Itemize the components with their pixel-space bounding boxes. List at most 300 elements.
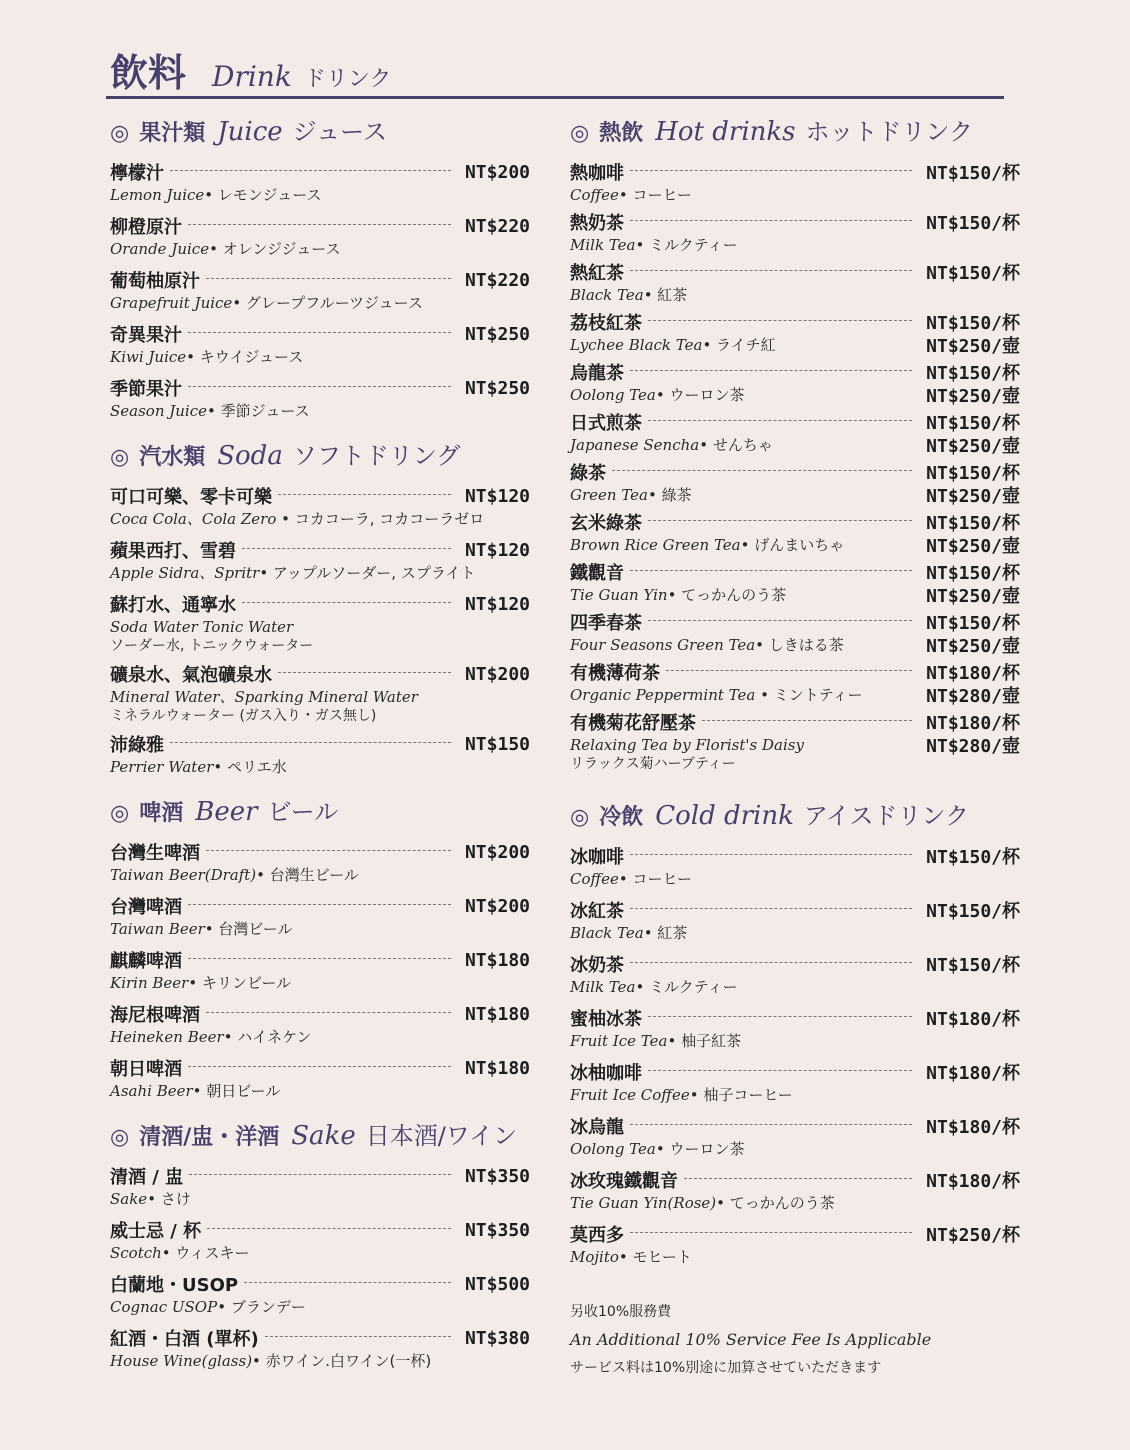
item-subtitle — [570, 284, 1020, 306]
menu-item — [110, 322, 530, 368]
item-price: NT$180/杯 — [926, 713, 1020, 734]
item-subtitle — [110, 400, 530, 422]
section-title-en: Cold drink — [655, 801, 794, 831]
item-name-en: Black Tea — [570, 286, 644, 304]
item-price: NT$250/杯 — [926, 1225, 1020, 1246]
menu-item-row — [110, 484, 530, 508]
item-name-jp: • 紅茶 — [643, 286, 688, 304]
menu-item — [570, 260, 1020, 306]
menu-item-row — [570, 1006, 1020, 1030]
item-name-zh: 蘇打水、通寧水 — [110, 595, 236, 616]
item-name-en: Milk Tea — [570, 978, 636, 996]
item-name-jp: • てっかんのう茶 — [716, 1194, 835, 1212]
menu-item — [110, 592, 530, 654]
item-subtitle — [110, 972, 530, 994]
dotted-leader — [188, 332, 451, 333]
section-title-jp: ビール — [267, 798, 339, 826]
item-name-jp: • ライチ紅 — [702, 336, 776, 354]
item-price-pot: NT$250/壺 — [926, 586, 1020, 607]
item-name-jp: • 台灣生ビール — [256, 866, 359, 884]
menu-item-row — [570, 952, 1020, 976]
menu-item-row — [570, 310, 1020, 334]
item-price: NT$200 — [464, 161, 530, 183]
item-subtitle — [110, 508, 530, 530]
service-fee-jp: サービス料は10%別途に加算させていただきます — [570, 1360, 882, 1376]
item-name-zh: 蘋果西打、雪碧 — [110, 541, 236, 562]
menu-item-row — [110, 160, 530, 184]
item-name-en: Kiwi Juice — [110, 348, 187, 366]
item-name-jp: • ミントティー — [755, 686, 863, 704]
dotted-leader — [630, 1232, 912, 1233]
section-title-zh: 汽水類 — [139, 445, 206, 470]
item-price: NT$150/杯 — [926, 413, 1020, 434]
section-heading — [110, 436, 530, 472]
dotted-leader — [188, 1066, 451, 1067]
menu-item — [110, 1056, 530, 1102]
section-heading — [570, 796, 1020, 832]
item-name-zh: 有機薄荷茶 — [570, 663, 660, 684]
item-price: NT$200 — [464, 841, 530, 863]
item-price-pot: NT$250/壺 — [926, 486, 1020, 507]
item-name-en: Fruit Ice Tea — [570, 1032, 668, 1050]
menu-column-left — [110, 112, 530, 1380]
menu-item-row — [570, 160, 1020, 184]
menu-item — [570, 660, 1020, 706]
item-name-zh: 熱紅茶 — [570, 263, 624, 284]
dotted-leader — [206, 1012, 451, 1013]
item-name-jp: • キウイジュース — [186, 348, 304, 366]
section-title-zh: 果汁類 — [139, 121, 206, 146]
menu-item — [110, 894, 530, 940]
item-name-en: Taiwan Beer(Draft) — [110, 866, 257, 884]
item-name-zh: 荔枝紅茶 — [570, 313, 642, 334]
item-name-zh: 冰咖啡 — [570, 847, 624, 868]
item-name-en: Kirin Beer — [110, 974, 189, 992]
item-price: NT$150/杯 — [926, 955, 1020, 976]
item-price: NT$180 — [464, 949, 530, 971]
item-subtitle — [110, 918, 530, 940]
item-name-en: Black Tea — [570, 924, 644, 942]
dotted-leader — [666, 670, 912, 671]
item-price: NT$380 — [464, 1327, 530, 1349]
section-title-en: Juice — [217, 117, 283, 147]
menu-item-row — [570, 1168, 1020, 1192]
menu-item — [110, 1002, 530, 1048]
item-name-zh: 烏龍茶 — [570, 363, 624, 384]
menu-item-row — [110, 732, 530, 756]
menu-item — [570, 160, 1020, 206]
item-name-jp: • キリンビール — [188, 974, 292, 992]
item-name-en: Mojito — [570, 1248, 619, 1266]
item-name-en: Lemon Juice — [110, 186, 205, 204]
menu-item-row — [570, 1222, 1020, 1246]
menu-item — [110, 840, 530, 886]
menu-section — [110, 1116, 530, 1372]
item-name-zh: 蜜柚冰茶 — [570, 1009, 642, 1030]
dotted-leader — [648, 320, 912, 321]
item-name-en: Heineken Beer — [110, 1028, 224, 1046]
item-name-zh: 威士忌 / 杯 — [110, 1221, 202, 1242]
item-name-jp: • 朝日ビール — [192, 1082, 281, 1100]
section-bullet-icon: ◎ — [110, 445, 130, 470]
menu-item-row — [110, 1218, 530, 1242]
item-name-jp: • ブランデー — [217, 1298, 306, 1316]
menu-item — [570, 360, 1020, 406]
dotted-leader — [684, 1178, 912, 1179]
menu-item — [110, 160, 530, 206]
item-subtitle — [570, 1138, 1020, 1160]
item-price: NT$150/杯 — [926, 563, 1020, 584]
menu-item — [110, 538, 530, 584]
item-name-zh: 柳橙原汁 — [110, 217, 182, 238]
item-name-jp: • コーヒー — [618, 186, 692, 204]
dotted-leader — [630, 962, 912, 963]
item-name-zh: 鐵觀音 — [570, 563, 624, 584]
item-subtitle — [110, 1242, 530, 1264]
item-price: NT$180/杯 — [926, 663, 1020, 684]
item-name-zh: 檸檬汁 — [110, 163, 164, 184]
menu-item — [110, 1164, 530, 1210]
item-name-jp: • てっかんのう茶 — [667, 586, 787, 604]
item-name-zh: 冰紅茶 — [570, 901, 624, 922]
item-price: NT$220 — [464, 269, 530, 291]
dotted-leader — [265, 1336, 451, 1337]
dotted-leader — [170, 742, 451, 743]
item-name-en: Japanese Sencha — [570, 436, 700, 454]
item-name-jp: • コーヒー — [618, 870, 692, 888]
section-title-jp: ジュース — [292, 118, 387, 146]
item-name-jp: • ウーロン茶 — [655, 1140, 745, 1158]
item-name-zh: 白蘭地・USOP — [110, 1275, 239, 1296]
page-title-en: Drink — [212, 60, 292, 93]
item-price: NT$150/杯 — [926, 901, 1020, 922]
menu-item-row — [110, 1326, 530, 1350]
dotted-leader — [278, 672, 451, 673]
item-name-jp: • 台灣ビール — [204, 920, 293, 938]
menu-item-row — [570, 460, 1020, 484]
item-name-zh: 綠茶 — [570, 463, 606, 484]
menu-item-row — [110, 1164, 530, 1188]
item-price: NT$250 — [464, 323, 530, 345]
item-price: NT$150/杯 — [926, 163, 1020, 184]
menu-section — [110, 112, 530, 422]
section-title-en: Beer — [195, 797, 258, 827]
menu-item-row — [570, 410, 1020, 434]
item-name-jp-line2: ミネラルウォーター (ガス入り・ガス無し) — [110, 708, 377, 724]
item-name-en: Oolong Tea — [570, 1140, 656, 1158]
menu-item-row — [110, 214, 530, 238]
section-title-en: Sake — [291, 1121, 356, 1151]
item-price: NT$180/杯 — [926, 1171, 1020, 1192]
item-name-zh: 冰奶茶 — [570, 955, 624, 976]
section-title-en: Hot drinks — [655, 117, 796, 147]
item-price: NT$350 — [464, 1165, 530, 1187]
menu-item — [570, 510, 1020, 556]
title-divider — [106, 96, 1004, 99]
section-title-jp: 日本酒/ワイン — [365, 1122, 518, 1150]
item-price-pot: NT$250/壺 — [926, 336, 1020, 357]
item-price: NT$150 — [464, 733, 530, 755]
service-fee-note — [570, 1298, 1020, 1382]
menu-item — [570, 310, 1020, 356]
page-title-jp: ドリンク — [303, 67, 392, 92]
item-name-en: Cognac USOP — [110, 1298, 218, 1316]
menu-item-row — [570, 1114, 1020, 1138]
item-name-zh: 沛綠雅 — [110, 735, 164, 756]
dotted-leader — [170, 170, 451, 171]
menu-item-row — [570, 610, 1020, 634]
item-subtitle — [570, 976, 1020, 998]
menu-item — [110, 732, 530, 778]
item-price: NT$200 — [464, 663, 530, 685]
item-subtitle — [110, 756, 530, 778]
menu-item-row — [110, 840, 530, 864]
menu-item-row — [570, 898, 1020, 922]
item-price-pot: NT$280/壺 — [926, 686, 1020, 707]
item-price: NT$150/杯 — [926, 463, 1020, 484]
menu-section — [110, 792, 530, 1102]
section-title-zh: 冷飲 — [599, 805, 644, 830]
item-subtitle — [110, 292, 530, 314]
section-title-zh: 清酒/盅・洋酒 — [139, 1125, 280, 1150]
item-name-zh: 四季春茶 — [570, 613, 642, 634]
item-name-zh: 台灣啤酒 — [110, 897, 182, 918]
item-name-jp: • 柚子コーヒー — [689, 1086, 793, 1104]
item-name-jp: • 綠茶 — [648, 486, 692, 504]
menu-section — [110, 436, 530, 778]
dotted-leader — [630, 370, 912, 371]
menu-item-row — [570, 660, 1020, 684]
item-subtitle — [110, 864, 530, 886]
item-name-jp: • グレープフルーツジュース — [232, 294, 423, 312]
item-subtitle — [570, 184, 1020, 206]
item-name-zh: 朝日啤酒 — [110, 1059, 182, 1080]
section-title-zh: 熱飲 — [599, 121, 644, 146]
dotted-leader — [612, 470, 912, 471]
dotted-leader — [648, 420, 912, 421]
menu-item — [570, 844, 1020, 890]
menu-section — [570, 796, 1020, 1268]
menu-item — [110, 268, 530, 314]
item-price-pot: NT$280/壺 — [926, 736, 1020, 757]
item-name-en: Organic Peppermint Tea — [570, 686, 756, 704]
section-heading — [110, 792, 530, 828]
item-subtitle — [110, 1026, 530, 1048]
menu-item-row — [110, 268, 530, 292]
item-name-zh: 玄米綠茶 — [570, 513, 642, 534]
menu-item — [110, 484, 530, 530]
item-price-pot: NT$250/壺 — [926, 436, 1020, 457]
item-name-en: Milk Tea — [570, 236, 636, 254]
item-price: NT$150/杯 — [926, 513, 1020, 534]
item-name-en: Grapefruit Juice — [110, 294, 233, 312]
item-name-en: Asahi Beer — [110, 1082, 193, 1100]
item-name-zh: 可口可樂、零卡可樂 — [110, 487, 272, 508]
item-subtitle — [110, 184, 530, 206]
item-name-zh: 礦泉水、氣泡礦泉水 — [110, 665, 272, 686]
menu-item-row — [570, 560, 1020, 584]
menu-item — [570, 952, 1020, 998]
menu-item — [110, 1272, 530, 1318]
item-price: NT$180 — [464, 1057, 530, 1079]
menu-item-row — [110, 376, 530, 400]
menu-item-row — [110, 538, 530, 562]
dotted-leader — [242, 548, 451, 549]
dotted-leader — [206, 850, 451, 851]
menu-item-row — [110, 1002, 530, 1026]
item-price: NT$500 — [464, 1273, 530, 1295]
item-name-jp: • アップルソーダー, スプライト — [259, 564, 476, 582]
item-name-zh: 日式煎茶 — [570, 413, 642, 434]
item-name-zh: 冰玫瑰鐵觀音 — [570, 1171, 678, 1192]
menu-item — [570, 710, 1020, 772]
section-title-jp: アイスドリンク — [803, 802, 970, 830]
menu-item — [570, 460, 1020, 506]
menu-item — [110, 662, 530, 724]
item-price: NT$120 — [464, 539, 530, 561]
service-fee-zh: 另收10%服務費 — [570, 1304, 672, 1320]
item-name-jp: • オレンジジュース — [209, 240, 341, 258]
item-name-zh: 台灣生啤酒 — [110, 843, 200, 864]
item-name-zh: 季節果汁 — [110, 379, 182, 400]
menu-item-row — [110, 948, 530, 972]
menu-item — [110, 1326, 530, 1372]
item-name-en: Scotch — [110, 1244, 162, 1262]
section-bullet-icon: ◎ — [110, 121, 130, 146]
item-name-en: Coffee — [570, 186, 619, 204]
section-bullet-icon: ◎ — [110, 1125, 130, 1150]
menu-item — [110, 948, 530, 994]
item-price: NT$120 — [464, 485, 530, 507]
item-name-en: Relaxing Tea by Florist's Daisy — [570, 736, 804, 754]
page-title — [110, 42, 391, 97]
section-title-jp: ホットドリンク — [805, 118, 974, 146]
menu-item-row — [570, 710, 1020, 734]
item-name-jp: • 赤ワイン.白ワイン(一杯) — [252, 1352, 432, 1370]
item-price-pot: NT$250/壺 — [926, 536, 1020, 557]
item-name-zh: 冰烏龍 — [570, 1117, 624, 1138]
item-name-zh: 冰柚咖啡 — [570, 1063, 642, 1084]
dotted-leader — [630, 220, 912, 221]
item-subtitle — [110, 616, 530, 638]
item-subtitle — [570, 234, 1020, 256]
item-name-en: Orande Juice — [110, 240, 210, 258]
item-price: NT$200 — [464, 895, 530, 917]
menu-item-row — [110, 1272, 530, 1296]
item-price: NT$150/杯 — [926, 613, 1020, 634]
menu-item-row — [570, 360, 1020, 384]
menu-item — [570, 210, 1020, 256]
menu-item — [110, 376, 530, 422]
menu-item — [570, 1168, 1020, 1214]
item-subtitle — [110, 686, 530, 708]
item-name-zh: 海尼根啤酒 — [110, 1005, 200, 1026]
item-price: NT$150/杯 — [926, 263, 1020, 284]
item-price: NT$250 — [464, 377, 530, 399]
menu-item — [570, 610, 1020, 656]
item-name-jp: • さけ — [147, 1190, 191, 1208]
section-bullet-icon: ◎ — [110, 801, 130, 826]
item-name-jp: • ウーロン茶 — [655, 386, 745, 404]
dotted-leader — [648, 1016, 912, 1017]
item-name-en: Coffee — [570, 870, 619, 888]
menu-item-row — [110, 894, 530, 918]
section-title-en: Soda — [217, 441, 283, 471]
item-price: NT$180/杯 — [926, 1063, 1020, 1084]
item-name-jp: • レモンジュース — [204, 186, 322, 204]
item-price-pot: NT$250/壺 — [926, 636, 1020, 657]
menu-item-row — [570, 1060, 1020, 1084]
item-price: NT$120 — [464, 593, 530, 615]
item-name-zh: 有機菊花舒壓茶 — [570, 713, 696, 734]
item-name-en: Brown Rice Green Tea — [570, 536, 741, 554]
menu-item — [570, 898, 1020, 944]
item-name-zh: 麒麟啤酒 — [110, 951, 182, 972]
item-name-jp: • コカコーラ, コカコーラゼロ — [276, 510, 485, 528]
item-name-jp-line2: リラックス菊ハーブティー — [570, 756, 736, 772]
item-price: NT$180 — [464, 1003, 530, 1025]
dotted-leader — [242, 602, 451, 603]
item-name-en: Four Seasons Green Tea — [570, 636, 756, 654]
item-name-en: Oolong Tea — [570, 386, 656, 404]
item-name-zh: 奇異果汁 — [110, 325, 182, 346]
dotted-leader — [188, 224, 451, 225]
menu-section — [570, 112, 1020, 772]
dotted-leader — [630, 908, 912, 909]
dotted-leader — [188, 904, 451, 905]
item-price: NT$150/杯 — [926, 313, 1020, 334]
item-name-zh: 紅酒・白酒 (單杯) — [110, 1329, 259, 1350]
item-subtitle — [570, 1084, 1020, 1106]
item-subtitle — [110, 1080, 530, 1102]
menu-item-row — [570, 844, 1020, 868]
item-name-en: Lychee Black Tea — [570, 336, 703, 354]
item-price-pot: NT$250/壺 — [926, 386, 1020, 407]
item-subtitle — [570, 922, 1020, 944]
item-subtitle — [570, 868, 1020, 890]
menu-item — [570, 1222, 1020, 1268]
menu-item — [570, 1006, 1020, 1052]
item-name-zh: 熱咖啡 — [570, 163, 624, 184]
dotted-leader — [648, 520, 912, 521]
dotted-leader — [630, 570, 912, 571]
item-name-en: Tie Guan Yin(Rose) — [570, 1194, 717, 1212]
item-name-zh: 莫西多 — [570, 1225, 624, 1246]
dotted-leader — [188, 386, 451, 387]
item-name-zh: 熱奶茶 — [570, 213, 624, 234]
menu-item — [570, 410, 1020, 456]
item-price: NT$150/杯 — [926, 213, 1020, 234]
item-name-en: Apple Sidra、Spritr — [110, 564, 260, 582]
item-name-en: Tie Guan Yin — [570, 586, 668, 604]
section-bullet-icon: ◎ — [570, 121, 590, 146]
item-name-en: Mineral Water、Sparking Mineral Water — [110, 688, 418, 706]
item-subtitle — [110, 1296, 530, 1318]
item-name-en: Perrier Water — [110, 758, 214, 776]
dotted-leader — [630, 1124, 912, 1125]
item-name-jp: • ミルクティー — [635, 236, 738, 254]
dotted-leader — [702, 720, 912, 721]
menu-item-row — [570, 260, 1020, 284]
item-name-zh: 清酒 / 盅 — [110, 1167, 184, 1188]
menu-item — [570, 1114, 1020, 1160]
item-name-jp: • 柚子紅茶 — [667, 1032, 742, 1050]
dotted-leader — [648, 1070, 912, 1071]
section-bullet-icon: ◎ — [570, 805, 590, 830]
section-title-jp: ソフトドリング — [292, 442, 461, 470]
menu-item-row — [570, 510, 1020, 534]
item-name-zh: 葡萄柚原汁 — [110, 271, 200, 292]
